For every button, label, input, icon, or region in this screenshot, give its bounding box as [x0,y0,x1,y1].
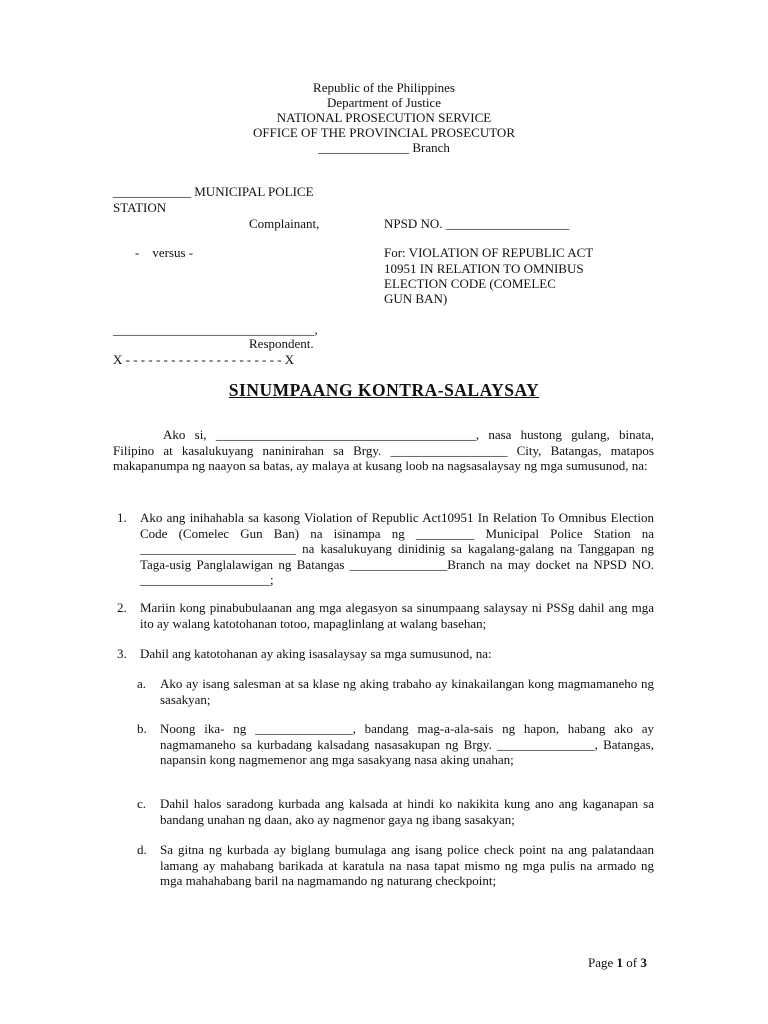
item-2-number: 2. [117,600,127,615]
document-title: SINUMPAANG KONTRA-SALAYSAY [228,380,540,400]
charge-line4: GUN BAN) [384,291,448,306]
header-republic: Republic of the Philippines [313,80,455,95]
subitem-d-text: Sa gitna ng kurbada ay biglang bumulaga ang isang police check point na ang palatandaan lamang ay mahabang barikada at karatula na nasa tapat mismo ng mga pulis na armado ng mga mahahabang baril na nagmamando ng naturang checkpoint; [160,842,654,888]
subitem-b-text: Noong ika- ng _______________, bandang mag-a-ala-sais ng hapon, habang ako ay nagmamaneho sa kurbadang kalsadang nasasakupan ng Brgy. _______________, Batangas, napansin kong nagmemenor ang mga sasakyang nasa aking unahan; [160,721,654,767]
respondent-blank: _______________________________, [113,322,318,337]
item-2-text: Mariin kong pinabubulaanan ang mga alegasyon sa sinumpaang salaysay ni PSSg dahil ang mga ito ay walang katotohanan totoo, mapaglinlang at walang basehan; [140,600,654,631]
page-current: 1 [616,955,624,970]
complainant-label: Complainant, [249,216,320,231]
versus-label: - versus - [135,245,194,260]
charge-line2: 10951 IN RELATION TO OMNIBUS [384,261,584,276]
header-branch: ______________ Branch [318,140,450,155]
npsd-number: NPSD NO. ___________________ [384,216,570,231]
item-3-number: 3. [117,646,127,661]
item-3-text: Dahil ang katotohanan ay aking isasalaysay sa mga sumusunod, na: [140,646,492,661]
subitem-b-letter: b. [137,721,147,736]
subitem-c-letter: c. [137,796,147,811]
complainant-line1: ____________ MUNICIPAL POLICE [113,184,314,199]
page-total: 3 [640,955,647,970]
charge-line3: ELECTION CODE (COMELEC [384,276,556,291]
page-number [588,955,647,970]
header-office: OFFICE OF THE PROVINCIAL PROSECUTOR [253,125,515,140]
intro-paragraph: Ako si, ________________________________________, nasa hustong gulang, binata, Filipino at kasalukuyang naninirahan sa Brgy. __________________ City, Batangas, matapos makapanumpa ng naayon sa batas, ay malaya at kusang loob na nagsasalaysay ng mga sumusunod, na: [113,427,654,473]
item-1-number: 1. [117,510,127,525]
subitem-d-letter: d. [137,842,147,857]
header-nps: NATIONAL PROSECUTION SERVICE [276,110,492,125]
header-department: Department of Justice [326,95,442,110]
page-of-label: of [626,955,638,970]
caption-separator: X - - - - - - - - - - - - - - - - - - - - - X [113,352,295,367]
item-1-text: Ako ang inihahabla sa kasong Violation of Republic Act10951 In Relation To Omnibus Election Code (Comelec Gun Ban) na isinampa ng _________ Municipal Police Station na ________________________ na kasalukuyang dinidinig sa kagalang-galang na Tanggapan ng Taga-usig Panglalawigan ng Batangas _______________Branch na may docket na NPSD NO. ____________________; [140,510,654,587]
subitem-a-letter: a. [137,676,147,691]
respondent-label: Respondent. [249,336,314,351]
complainant-line2: STATION [113,200,167,215]
subitem-a-text: Ako ay isang salesman at sa klase ng aking trabaho ay kinakailangan kong magmamaneho ng sasakyan; [160,676,654,707]
charge-line1: For: VIOLATION OF REPUBLIC ACT [384,245,594,260]
subitem-c-text: Dahil halos saradong kurbada ang kalsada at hindi ko nakikita kung ano ang kaganapan sa bandang unahan ng daan, ako ay nagmenor gaya ng ibang sasakyan; [160,796,654,827]
page-label: Page [588,955,614,970]
